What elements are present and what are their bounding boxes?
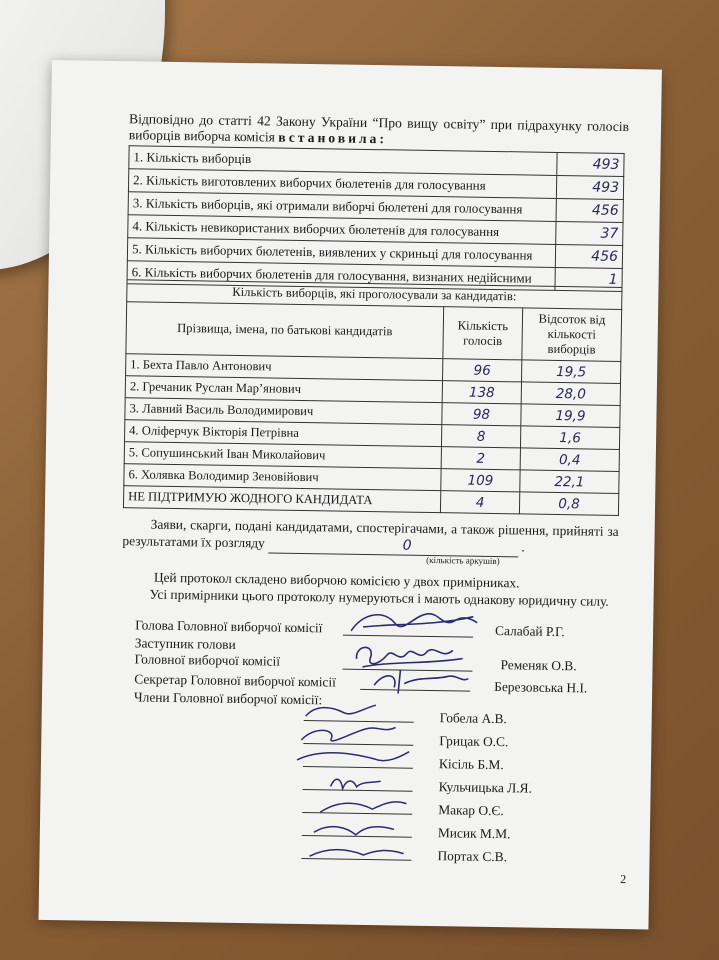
members-title: Члени Головної виборчої комісії: xyxy=(133,689,323,708)
stats-value: 456 xyxy=(555,244,622,268)
stats-label: 3. Кількість виборців, які отримали виборчі бюлетені для голосування xyxy=(128,192,556,222)
col-header-percent: Відсоток від кількості виборців xyxy=(522,308,622,362)
candidate-name: 3. Лавний Василь Володимирович xyxy=(125,398,442,425)
stats-value: 1 xyxy=(555,267,622,291)
secretary-name: Березовська Н.І. xyxy=(494,679,588,696)
stats-label: 1. Кількість виборців xyxy=(129,146,557,176)
protocol-page xyxy=(38,60,661,929)
complaints-text: Заяви, скарги, подані кандидатами, спостерігачами, а також рішення, прийняті за результатами їх розгляду xyxy=(122,516,619,551)
copies-paragraph: Цей протокол складено виборчою комісією у двох примірниках. xyxy=(153,569,520,591)
chair-name: Салабай Р.Г. xyxy=(494,623,565,640)
member-name: Портах С.В. xyxy=(437,848,508,865)
complaints-paragraph: Заяви, скарги, подані кандидатами, спостерігачами, а також рішення, прийняті за результатами їх розгляду 0 . xyxy=(122,515,619,559)
member-name: Кульчицька Л.Я. xyxy=(438,779,533,796)
candidate-name: 1. Бехта Павло Антонович xyxy=(126,354,443,381)
deputy-title-line2: Головної виборчої комісії xyxy=(134,651,281,669)
candidates-table-title: Кількість виборців, які проголосували за кандидатів: xyxy=(127,280,622,310)
candidate-percent: 22,1 xyxy=(520,470,619,494)
deputy-name: Ременяк О.В. xyxy=(500,657,577,674)
candidate-votes: 8 xyxy=(441,425,520,448)
col-header-name: Прізвища, імена, по батькові кандидатів xyxy=(126,302,444,359)
candidates-table xyxy=(123,279,623,516)
stats-label: 2. Кількість виготовлених виборчих бюлетенів для голосування xyxy=(128,169,556,199)
member-name: Макар О.Є. xyxy=(438,802,504,819)
candidate-percent: 0,8 xyxy=(519,492,618,516)
stats-value: 493 xyxy=(557,152,624,176)
candidate-percent: 0,4 xyxy=(520,448,619,472)
member-name: Кісіль Б.М. xyxy=(438,756,504,773)
candidate-votes: 138 xyxy=(442,381,521,404)
candidate-votes: 2 xyxy=(441,447,520,470)
stats-label: 6. Кількість виборчих бюлетенів для голосування, визнаних недійсними xyxy=(127,261,555,291)
deputy-title-line1: Заступник голови xyxy=(134,635,236,652)
stats-table xyxy=(126,145,624,292)
intro-text: Відповідно до статті 42 Закону України “Про вищу освіту” при підрахунку голосів виборців виборча комісія xyxy=(128,111,630,145)
page-number: 2 xyxy=(620,872,627,887)
stats-value: 456 xyxy=(556,198,623,222)
members-signatures-scribble xyxy=(289,698,422,870)
candidate-name: 5. Сопушинський Іван Миколайович xyxy=(124,442,441,469)
candidate-name: НЕ ПІДТРИМУЮ ЖОДНОГО КАНДИДАТА xyxy=(123,486,440,513)
member-name: Грицак О.С. xyxy=(439,733,509,750)
stats-label: 4. Кількість невикористаних виборчих бюлетенів для голосування xyxy=(128,215,556,245)
secretary-signature-scribble xyxy=(364,665,474,697)
chair-title: Голова Головної виборчої комісії xyxy=(135,617,323,636)
candidate-name: 6. Холявка Володимир Зеновійович xyxy=(124,464,441,491)
stats-label: 5. Кількість виборчих бюлетенів, виявлених у скриньці для голосування xyxy=(127,238,555,268)
candidate-votes: 4 xyxy=(440,491,519,514)
chair-signature-scribble xyxy=(343,605,484,641)
candidate-percent: 19,5 xyxy=(522,360,621,384)
stats-value: 493 xyxy=(556,175,623,199)
candidate-percent: 19,9 xyxy=(521,404,620,428)
member-name: Гобела А.В. xyxy=(439,710,507,727)
candidate-percent: 28,0 xyxy=(521,382,620,406)
intro-decision: встановила: xyxy=(278,129,388,147)
candidate-name: 4. Оліферчук Вікторія Петрівна xyxy=(125,420,442,447)
member-name: Мисик М.М. xyxy=(437,825,511,842)
candidate-votes: 98 xyxy=(442,403,521,426)
intro-paragraph xyxy=(129,111,629,151)
stats-value: 37 xyxy=(556,221,623,245)
complaints-value: 0 xyxy=(268,535,518,557)
candidate-votes: 96 xyxy=(443,359,522,382)
secretary-title: Секретар Головної виборчої комісії xyxy=(134,671,336,690)
legal-force-paragraph: Усі примірники цього протоколу нумеруються і мають однакову юридичну силу. xyxy=(149,586,609,609)
candidate-name: 2. Гречаник Руслан Мар’янович xyxy=(125,376,442,403)
sheets-note: (кількість аркушів) xyxy=(426,554,500,567)
candidate-percent: 1,6 xyxy=(520,426,619,450)
col-header-votes: Кількість голосів xyxy=(443,307,523,360)
candidate-votes: 109 xyxy=(441,469,520,492)
